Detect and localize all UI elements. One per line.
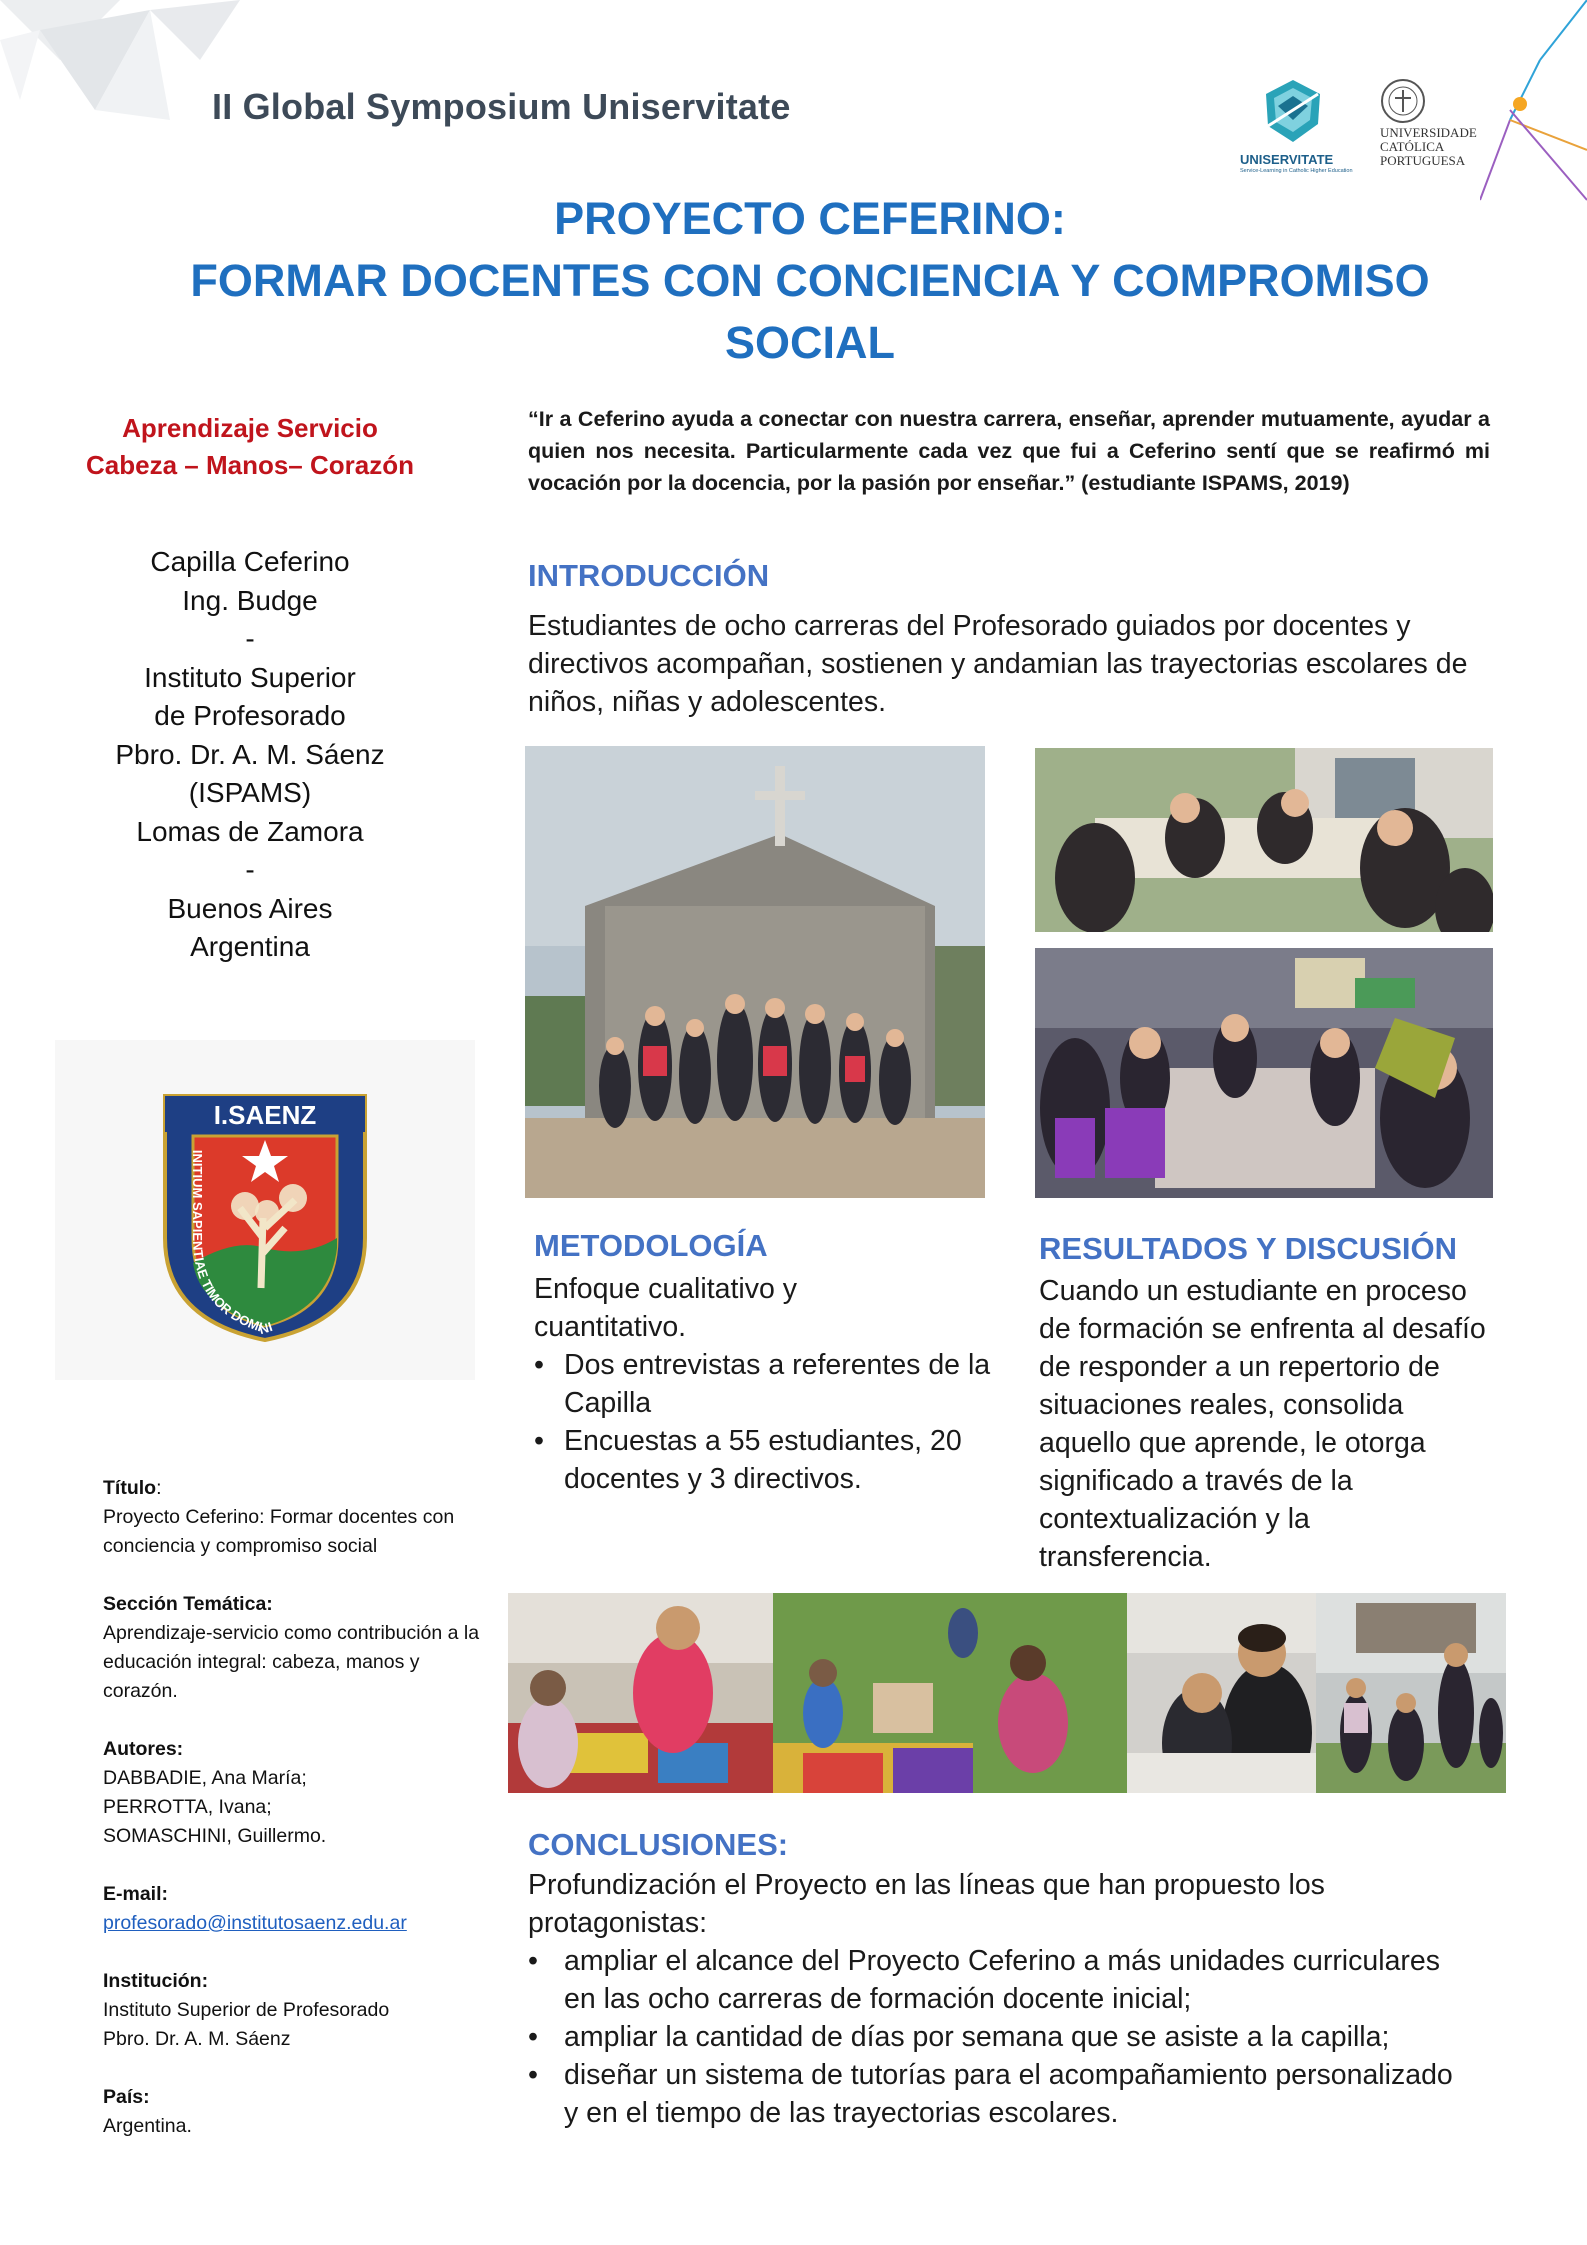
tagline-line-2: Cabeza – Manos– Corazón	[86, 450, 414, 480]
methodology-block	[534, 1270, 994, 1498]
methodology-heading: METODOLOGÍA	[534, 1228, 768, 1263]
isaenz-crest-icon	[155, 1088, 375, 1343]
location-line: Argentina	[190, 931, 310, 962]
info-institution-label: Institución:	[103, 1970, 209, 1992]
author-name: PERROTTA, Ivana;	[103, 1796, 272, 1818]
institution-line: Instituto Superior de Profesorado	[103, 1999, 390, 2021]
ucp-line-1: UNIVERSIDADE	[1380, 125, 1477, 140]
info-section-label: Sección Temática:	[103, 1593, 273, 1615]
info-institution-block	[103, 1967, 483, 2054]
location-line: de Profesorado	[154, 700, 346, 731]
info-email-block	[103, 1880, 483, 1938]
info-section-block	[103, 1590, 483, 1706]
location-line: Capilla Ceferino	[150, 546, 350, 577]
tutoring-photo-1	[1035, 748, 1493, 932]
activity-photo-4	[1316, 1593, 1506, 1793]
tutoring-photo-2	[1035, 948, 1493, 1198]
results-text: Cuando un estudiante en proceso de formación se enfrenta al desafío de responder a un repertorio de situaciones reales, consolida aquello que aprende, le otorga significado a través de la contextualización y la transferencia.	[1039, 1275, 1486, 1573]
introduction-heading: INTRODUCCIÓN	[528, 558, 770, 593]
location-line: -	[245, 623, 255, 654]
ucp-seal-icon	[1380, 78, 1426, 124]
author-name: SOMASCHINI, Guillermo.	[103, 1825, 327, 1847]
info-title-label: Título	[103, 1477, 157, 1499]
location-line: (ISPAMS)	[188, 777, 312, 808]
uniservitate-logo-text: UNISERVITATE	[1240, 152, 1334, 167]
info-country-block	[103, 2083, 483, 2141]
location-line: Lomas de Zamora	[136, 815, 364, 847]
title-line-3: SOCIAL	[724, 317, 895, 368]
location-line: Ing. Budge	[182, 584, 318, 616]
uniservitate-logo-icon	[1248, 76, 1338, 148]
conclusions-bullet: • diseñar un sistema de tutorías para el acompañamiento personalizado y en el tiempo de las trayectorias escolares.	[528, 2056, 1468, 2132]
location-line: Pbro. Dr. A. M. Sáenz	[115, 738, 385, 770]
crest-top-text: I.SAENZ	[213, 1100, 317, 1130]
location-block	[40, 543, 460, 967]
methodology-bullet: • Encuestas a 55 estudiantes, 20 docentes y 3 directivos.	[534, 1422, 994, 1498]
conclusions-bullet: • ampliar el alcance del Proyecto Ceferino a más unidades curriculares en las ocho carreras de formación docente inicial;	[528, 1942, 1468, 2018]
conclusions-heading: CONCLUSIONES:	[528, 1827, 789, 1862]
activity-photo-1	[508, 1593, 773, 1793]
info-title-value: Proyecto Ceferino: Formar docentes con conciencia y compromiso social	[103, 1506, 455, 1557]
activity-photo-2	[773, 1593, 1127, 1793]
conclusions-bullet: • ampliar la cantidad de días por semana que se asiste a la capilla;	[528, 2018, 1468, 2056]
institution-line: Pbro. Dr. A. M. Sáenz	[103, 2028, 291, 2050]
student-quote: “Ir a Ceferino ayuda a conectar con nuestra carrera, enseñar, aprender mutuamente, ayudar a quien nos necesita. Particularmente cada vez que fui a Ceferino sentí que se reafirmó mi vocación por la docencia, por la pasión por enseñar.” (estudiante ISPAMS, 2019)	[528, 407, 1490, 495]
info-title-block: Título: Proyecto Ceferino: Formar docentes con conciencia y compromiso social	[103, 1474, 483, 1561]
email-link[interactable]: profesorado@institutosaenz.edu.ar	[103, 1912, 407, 1934]
tagline	[40, 410, 460, 484]
location-line: Instituto Superior	[144, 661, 356, 693]
location-line: -	[245, 854, 255, 885]
chapel-group-photo	[525, 746, 985, 1198]
info-email-label: E-mail:	[103, 1883, 169, 1905]
ucp-logo-text	[1380, 126, 1477, 168]
location-line: Buenos Aires	[167, 892, 333, 924]
results-heading: RESULTADOS Y DISCUSIÓN	[1039, 1231, 1457, 1266]
conclusions-lead: Profundización el Proyecto en las líneas que han propuesto los protagonistas:	[528, 1869, 1325, 1939]
symposium-name: II Global Symposium Uniservitate	[212, 86, 791, 127]
introduction-text: Estudiantes de ocho carreras del Profesorado guiados por docentes y directivos acompañan, sostienen y andamian las trayectorias escolares de niños, niñas y adolescentes.	[528, 610, 1468, 718]
info-authors-block	[103, 1735, 483, 1851]
methodology-lead: Enfoque cualitativo y cuantitativo.	[534, 1273, 797, 1343]
poster-info-sidebar	[103, 1474, 483, 2141]
info-section-value: Aprendizaje-servicio como contribución a la educación integral: cabeza, manos y corazón.	[103, 1622, 480, 1702]
ucp-line-3: PORTUGUESA	[1380, 153, 1466, 168]
uniservitate-logo-subtitle: Service-Learning in Catholic Higher Education	[1240, 168, 1353, 174]
poster-title	[130, 188, 1490, 374]
conclusions-block	[528, 1866, 1468, 2132]
info-authors-label: Autores:	[103, 1738, 184, 1760]
info-country-value: Argentina.	[103, 2115, 192, 2137]
author-name: DABBADIE, Ana María;	[103, 1767, 307, 1789]
network-lines-decoration	[1480, 0, 1587, 240]
crest-ring-textpath: INITIUM SAPIENTIAE TIMOR DOMINI	[189, 1149, 275, 1338]
title-line-2: FORMAR DOCENTES CON CONCIENCIA Y COMPROMISO	[190, 255, 1430, 306]
tagline-line-1: Aprendizaje Servicio	[122, 413, 378, 443]
ucp-line-2: CATÓLICA	[1380, 139, 1445, 154]
title-line-1: PROYECTO CEFERINO:	[554, 193, 1066, 244]
info-country-label: País:	[103, 2086, 150, 2108]
methodology-bullet: • Dos entrevistas a referentes de la Capilla	[534, 1346, 994, 1422]
activity-photo-3	[1127, 1593, 1316, 1793]
